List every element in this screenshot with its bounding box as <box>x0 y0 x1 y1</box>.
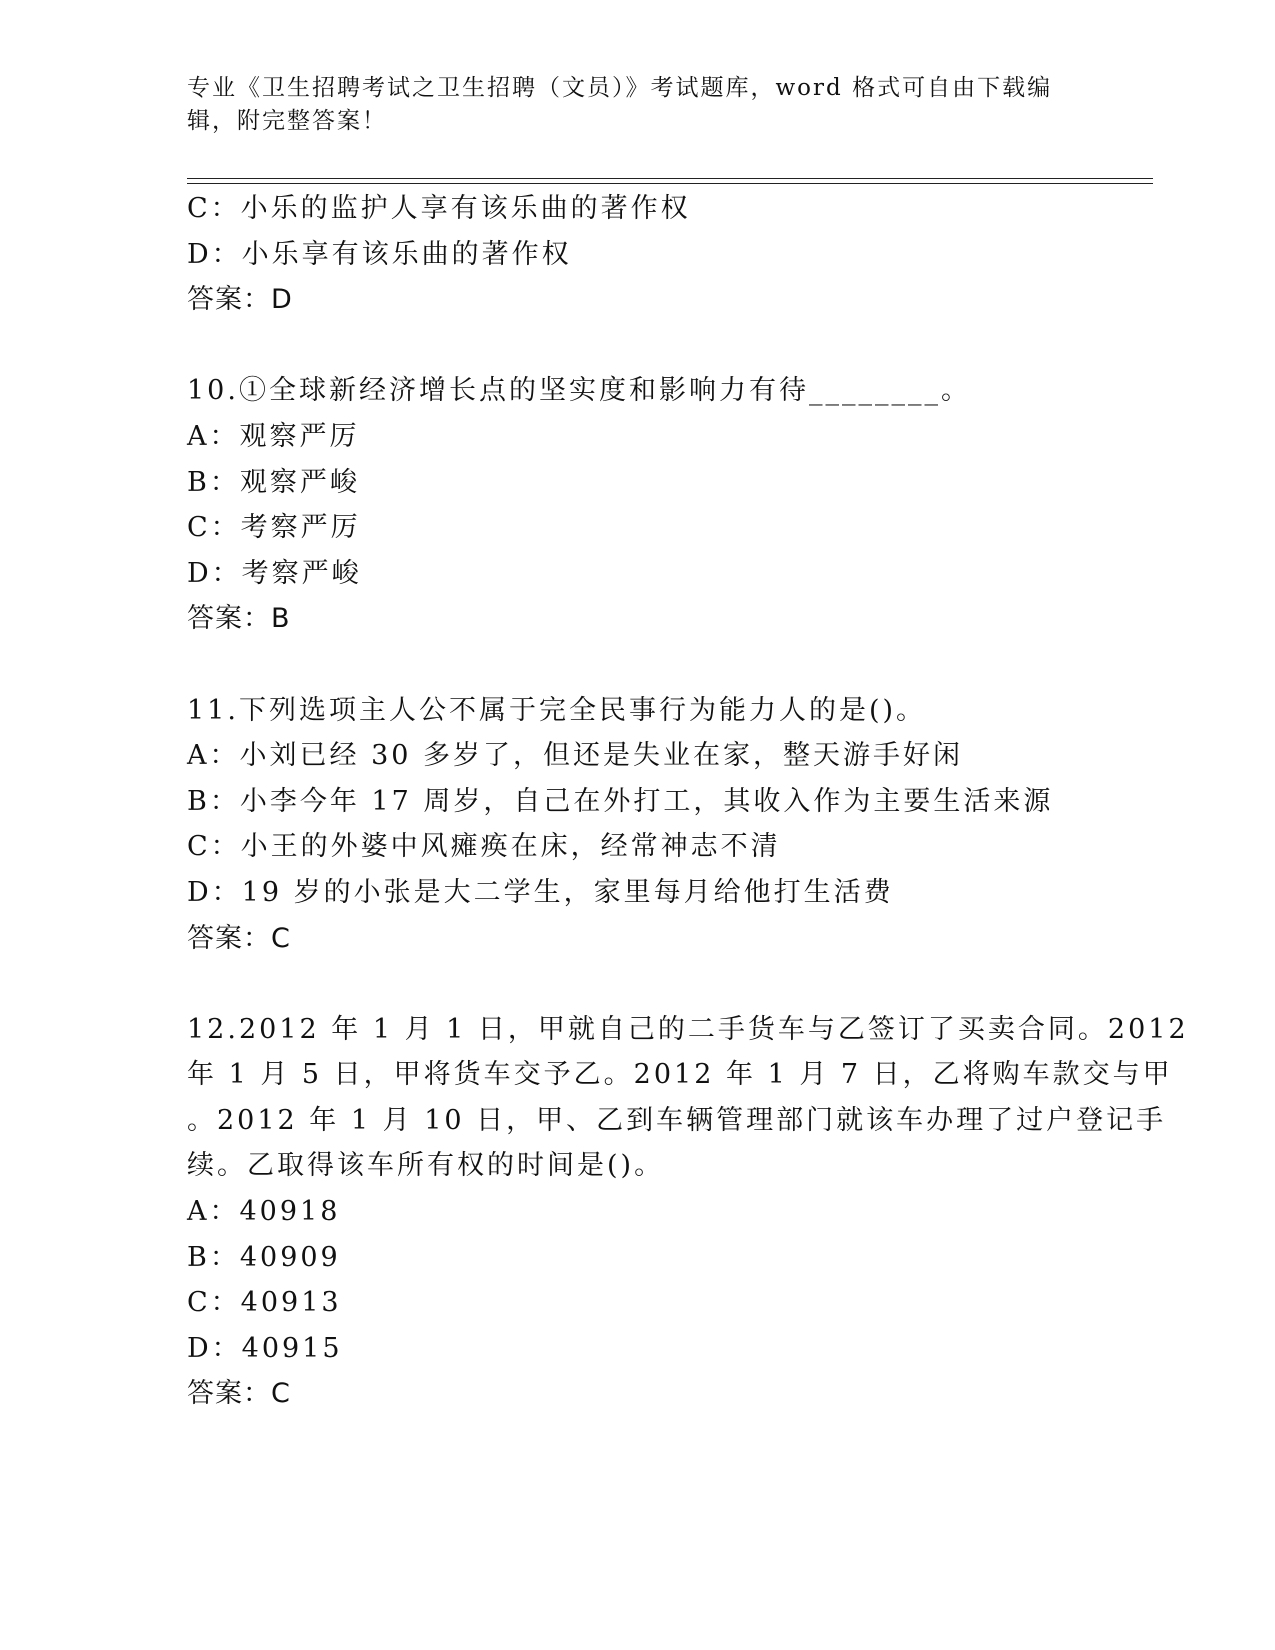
q12-stem-line-4: 续。乙取得该车所有权的时间是()。 <box>187 1150 665 1182</box>
q10-option-c: C：考察严厉 <box>187 512 361 544</box>
q12-option-b: B：40909 <box>187 1241 341 1273</box>
q11-option-d: D：19 岁的小张是大二学生，家里每月给他打生活费 <box>187 876 894 908</box>
q10-stem: 10.①全球新经济增长点的坚实度和影响力有待________。 <box>187 375 971 407</box>
q9-answer: 答案：D <box>187 284 293 316</box>
q11-option-c: C：小王的外婆中风瘫痪在床，经常神志不清 <box>187 831 781 863</box>
q11-stem: 11.下列选项主人公不属于完全民事行为能力人的是()。 <box>187 694 927 726</box>
q11-option-b: B：小李今年 17 周岁，自己在外打工，其收入作为主要生活来源 <box>187 785 1054 817</box>
question-content <box>187 186 1189 1417</box>
q10-option-a: A：观察严厉 <box>187 420 360 452</box>
q11-answer: 答案：C <box>187 922 291 954</box>
q12-stem-line-1: 12.2012 年 1 月 1 日，甲就自己的二手货车与乙签订了买卖合同。2012 <box>187 1013 1189 1045</box>
spacer <box>187 642 1087 688</box>
document-header: 专业《卫生招聘考试之卫生招聘（文员）》考试题库，word 格式可自由下载编辑，附完整答案！ <box>187 75 1053 134</box>
q11-option-a: A：小刘已经 30 多岁了，但还是失业在家，整天游手好闲 <box>187 740 964 772</box>
spacer <box>187 961 1087 1007</box>
q12-stem-line-2: 年 1 月 5 日，甲将货车交予乙。2012 年 1 月 7 日，乙将购车款交与甲 <box>187 1059 1173 1091</box>
q10-answer: 答案：B <box>187 603 291 635</box>
q9-option-c: C：小乐的监护人享有该乐曲的著作权 <box>187 193 691 224</box>
header-rule-top <box>187 178 1153 179</box>
q12-option-d: D：40915 <box>187 1332 343 1364</box>
q10-option-d: D：考察严峻 <box>187 557 362 589</box>
q12-option-c: C：40913 <box>187 1287 342 1319</box>
q12-stem-line-3: 。2012 年 1 月 10 日，甲、乙到车辆管理部门就该车办理了过户登记手 <box>187 1104 1167 1136</box>
q12-answer: 答案：C <box>187 1378 291 1410</box>
q12-option-a: A：40918 <box>187 1196 341 1228</box>
q9-option-d: D：小乐享有该乐曲的著作权 <box>187 238 572 270</box>
q10-option-b: B：观察严峻 <box>187 466 360 498</box>
header-rule-bottom <box>187 183 1153 184</box>
spacer <box>187 323 1087 369</box>
